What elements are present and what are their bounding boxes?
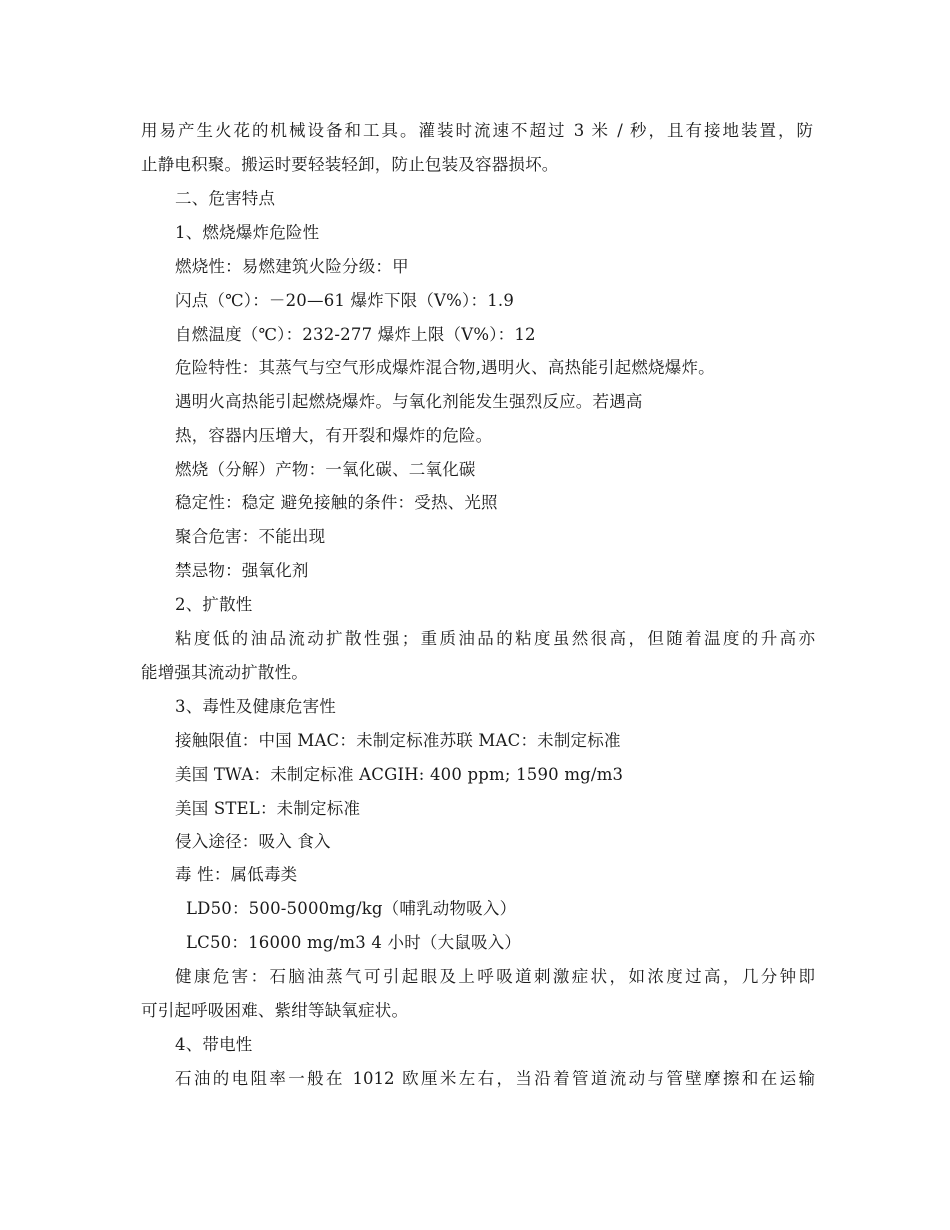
paragraph-line: 聚合危害：不能出现 — [175, 527, 326, 546]
paragraph-line: 热，容器内压增大，有开裂和爆炸的危险。 — [175, 426, 493, 445]
paragraph-line: 粘度低的油品流动扩散性强；重质油品的粘度虽然很高，但随着温度的升高亦 — [175, 629, 815, 648]
paragraph-line: 美国 STEL：未制定标准 — [175, 799, 361, 818]
paragraph-line: 危险特性：其蒸气与空气形成爆炸混合物,遇明火、高热能引起燃烧爆炸。 — [175, 358, 715, 377]
paragraph-line: LC50：16000 mg/m3 4 小时（大鼠吸入） — [186, 933, 522, 952]
paragraph-line: 侵入途径：吸入 食入 — [175, 832, 331, 851]
paragraph-line: 能增强其流动扩散性。 — [141, 663, 308, 682]
paragraph-line: 禁忌物：强氧化剂 — [175, 561, 309, 580]
subsection-heading: 1、燃烧爆炸危险性 — [175, 223, 320, 242]
paragraph-line: 自燃温度（℃）：232-277 爆炸上限（V%）：12 — [175, 325, 536, 344]
paragraph-line: LD50：500-5000mg/kg（哺乳动物吸入） — [186, 899, 517, 918]
paragraph-line: 毒 性：属低毒类 — [175, 865, 298, 884]
subsection-heading: 2、扩散性 — [175, 595, 253, 614]
paragraph-line: 止静电积聚。搬运时要轻装轻卸，防止包装及容器损坏。 — [141, 155, 559, 174]
paragraph-line: 用易产生火花的机械设备和工具。灌装时流速不超过 3 米 / 秒，且有接地装置，防 — [141, 121, 813, 140]
subsection-heading: 3、毒性及健康危害性 — [175, 697, 336, 716]
paragraph-line: 稳定性：稳定 避免接触的条件：受热、光照 — [175, 493, 498, 512]
paragraph-line: 可引起呼吸困难、紫绀等缺氧症状。 — [141, 1001, 409, 1020]
paragraph-line: 燃烧性：易燃建筑火险分级：甲 — [175, 257, 409, 276]
paragraph-line: 闪点（℃）：－20—61 爆炸下限（V%）：1.9 — [175, 291, 515, 310]
paragraph-line: 接触限值：中国 MAC：未制定标准苏联 MAC：未制定标准 — [175, 731, 621, 750]
paragraph-line: 燃烧（分解）产物：一氧化碳、二氧化碳 — [175, 460, 476, 479]
subsection-heading: 4、带电性 — [175, 1035, 253, 1054]
paragraph-line: 石油的电阻率一般在 1012 欧厘米左右，当沿着管道流动与管壁摩擦和在运输 — [175, 1069, 815, 1088]
paragraph-line: 遇明火高热能引起燃烧爆炸。与氧化剂能发生强烈反应。若遇高 — [175, 392, 643, 411]
paragraph-line: 健康危害：石脑油蒸气可引起眼及上呼吸道刺激症状，如浓度过高，几分钟即 — [175, 967, 815, 986]
section-heading: 二、危害特点 — [175, 189, 276, 208]
paragraph-line: 美国 TWA：未制定标准 ACGIH: 400 ppm; 1590 mg/m3 — [175, 765, 624, 784]
